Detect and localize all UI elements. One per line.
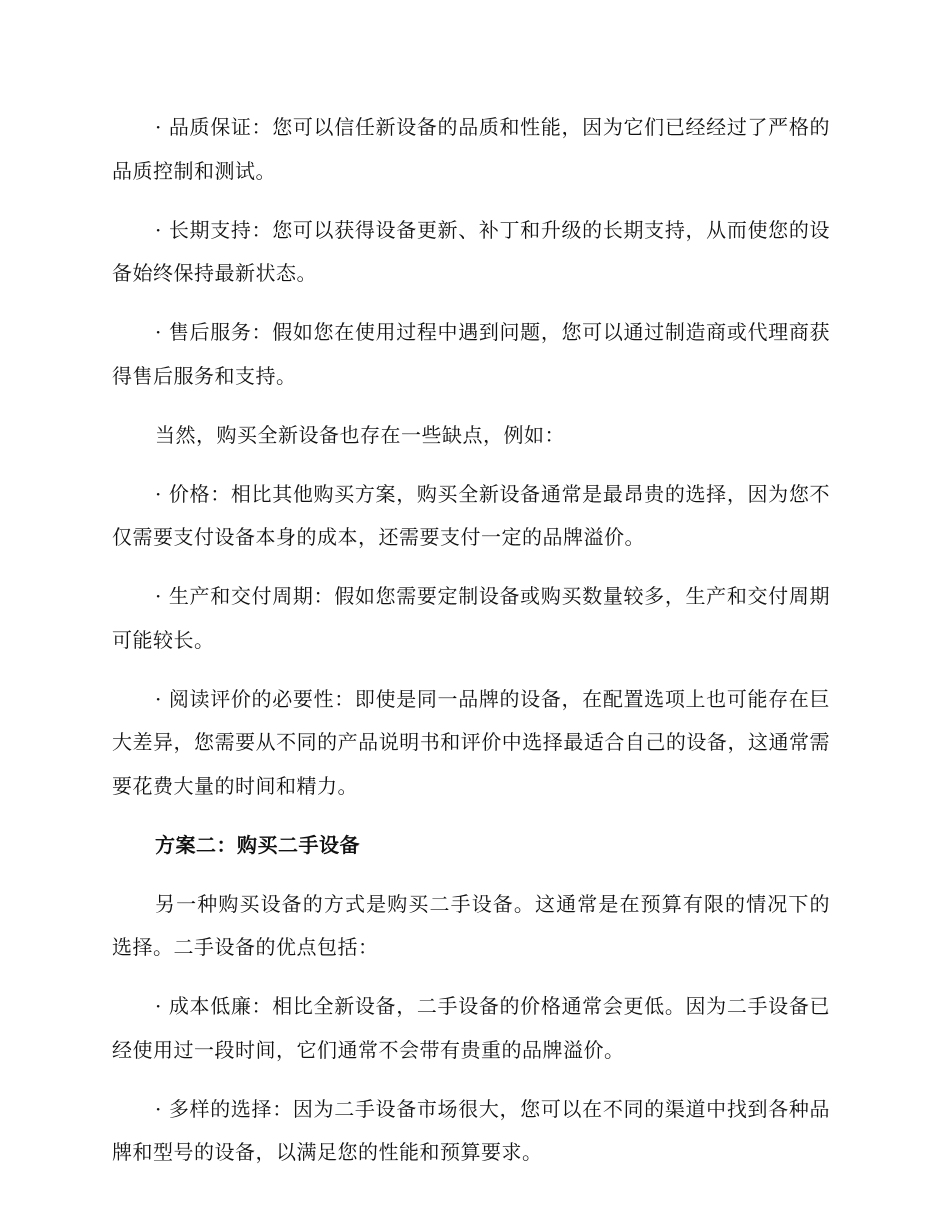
- paragraph-used-intro: 另一种购买设备的方式是购买二手设备。这通常是在预算有限的情况下的选择。二手设备的优点包括：: [112, 891, 830, 959]
- bullet-price: · 价格：相比其他购买方案，购买全新设备通常是最昂贵的选择，因为您不仅需要支付设备本身的成本，还需要支付一定的品牌溢价。: [112, 481, 830, 549]
- bullet-diverse-choice: · 多样的选择：因为二手设备市场很大，您可以在不同的渠道中找到各种品牌和型号的设备，以满足您的性能和预算要求。: [112, 1096, 830, 1164]
- section-heading-option-two: 方案二：购买二手设备: [155, 832, 360, 857]
- bullet-review-necessity: · 阅读评价的必要性：即使是同一品牌的设备，在配置选项上也可能存在巨大差异，您需要从不同的产品说明书和评价中选择最适合自己的设备，这通常需要花费大量的时间和精力。: [112, 686, 830, 798]
- bullet-after-sales-service: · 售后服务：假如您在使用过程中遇到问题，您可以通过制造商或代理商获得售后服务和支持。: [112, 320, 830, 388]
- bullet-quality-assurance: · 品质保证：您可以信任新设备的品质和性能，因为它们已经经过了严格的品质控制和测试。: [112, 115, 830, 183]
- bullet-long-term-support: · 长期支持：您可以获得设备更新、补丁和升级的长期支持，从而使您的设备始终保持最新状态。: [112, 217, 830, 285]
- document-body: [112, 106, 830, 1190]
- bullet-low-cost: · 成本低廉：相比全新设备，二手设备的价格通常会更低。因为二手设备已经使用过一段时间，它们通常不会带有贵重的品牌溢价。: [112, 994, 830, 1062]
- bullet-production-delivery: · 生产和交付周期：假如您需要定制设备或购买数量较多，生产和交付周期可能较长。: [112, 584, 830, 652]
- paragraph-drawbacks-intro: 当然，购买全新设备也存在一些缺点，例如：: [155, 422, 565, 447]
